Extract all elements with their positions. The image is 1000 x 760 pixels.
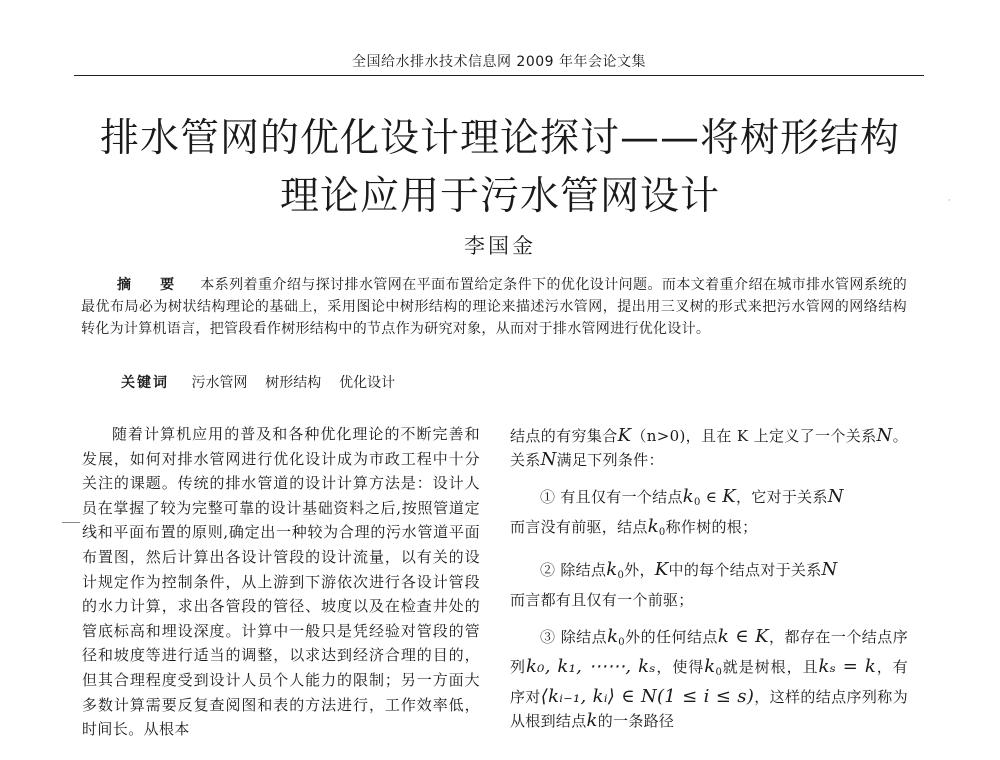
- text-run: ③ 除结点: [540, 628, 608, 646]
- text-run: ，它对于关系: [735, 488, 828, 506]
- abstract-text: 本系列着重介绍与探讨排水管网在平面布置给定条件下的优化设计问题。而本文着重介绍在城市排水管网系统的最优布局必为树状结构理论的基础上，采用图论中树形结构的理论来描述污水管网，提出用三叉树的形式来把污水管网的网络结构转化为计算机语言，把管段看作树形结构中的节点作为研究对象，从而对于排水管网进行优化设计。: [81, 277, 908, 337]
- title-line-2: 理论应用于污水管网设计: [279, 174, 720, 219]
- text-run: 称作树的根；: [665, 518, 758, 536]
- text-run: （n>0)，且在 K 上定义了一个关系: [631, 427, 877, 445]
- header-rule: [74, 75, 924, 76]
- math-expression: k₀, k₁, ⋯⋯, kₛ: [525, 656, 656, 677]
- math-symbol: K: [617, 425, 632, 446]
- text-run: 满足下列条件：: [556, 451, 664, 469]
- text-run: 而言都有且仅有一个前驱；: [510, 591, 694, 609]
- math-symbol: k: [647, 516, 659, 537]
- text-run: 。关系: [510, 427, 908, 469]
- math-symbol: K: [654, 559, 669, 580]
- condition-1: [510, 485, 908, 545]
- text-run: 外，: [624, 561, 655, 579]
- math-symbol: N: [876, 425, 893, 446]
- body-paragraph: 随着计算机应用的普及和各种优化理论的不断完善和发展，如何对排水管网进行优化设计成为市政工程中十分关注的课题。传统的排水管道的设计计算方法是：设计人员在掌握了较为完整可靠的设计基础资料之后,按照管道定线和平面布置的原则,确定出一种较为合理的污水管道平面布置图，然后计算出各设计管段的设计流量，以有关的设计规定作为控制条件，从上游到下游依次进行各设计管段的水力计算，求出各管段的管径、坡度以及在检查井处的管底标高和埋设深度。计算中一般只是凭经验对管段的管径和坡度等进行适当的调整，以求达到经济合理的目的，但其合理程度受到设计人员个人能力的限制；另一方面大多数计算需要反复查阅图和表的方法进行，工作效率低，时间长。从根本: [82, 425, 480, 739]
- left-column: [82, 422, 480, 742]
- text-run: 中的每个结点对于关系: [668, 561, 822, 579]
- math-subscript: 0: [617, 570, 625, 581]
- abstract: [81, 274, 907, 340]
- text-run: 的一条路径: [597, 712, 675, 730]
- text-run: ，都存在一个结点序列: [510, 628, 909, 676]
- math-symbol: K: [722, 486, 736, 507]
- condition-2: [510, 558, 908, 612]
- text-run: 结点的有穷集合: [510, 427, 618, 445]
- math-subscript: 0: [658, 527, 666, 538]
- math-symbol: N: [821, 559, 838, 580]
- text-run: ，这样的: [754, 688, 816, 706]
- keywords: [121, 372, 901, 394]
- math-symbol: k: [607, 626, 619, 647]
- math-subscript: 0: [618, 637, 625, 648]
- math-symbol: ∈: [705, 488, 718, 506]
- text-run: ，有序对: [510, 658, 908, 706]
- keyword-item: 优化设计: [339, 375, 396, 391]
- math-symbol: k: [704, 656, 716, 677]
- right-column: [510, 424, 908, 746]
- math-symbol: k: [682, 486, 694, 507]
- math-expression: kₛ = k: [818, 656, 877, 677]
- tree-definition-intro: [510, 424, 908, 472]
- math-symbol: N: [540, 449, 557, 470]
- condition-3: [510, 625, 908, 733]
- text-run: 结点序列称为从根到结点: [510, 688, 908, 730]
- author-name: 李国金: [464, 234, 536, 258]
- math-symbol: k: [606, 559, 618, 580]
- proceedings-header: 全国给水排水技术信息网 2009 年年会论文集: [351, 54, 647, 70]
- text-run: 外的任何结点: [624, 628, 718, 646]
- keyword-item: 污水管网: [191, 375, 248, 391]
- abstract-label: 摘 要: [117, 277, 187, 293]
- text-run: 而言没有前驱，结点: [510, 518, 648, 536]
- math-expression: k ∈ K: [717, 626, 769, 647]
- scan-speck: ·: [948, 196, 951, 205]
- math-subscript: 0: [694, 497, 701, 508]
- math-subscript: 0: [715, 667, 723, 678]
- math-expression: ⟨kᵢ₋₁, kᵢ⟩ ∈ N(1 ≤ i ≤ s): [540, 686, 755, 707]
- keywords-label: 关键词: [121, 375, 169, 391]
- text-run: ① 有且仅有一个结点: [540, 488, 683, 506]
- title-line-1: 排水管网的优化设计理论探讨——将树形结构: [99, 116, 900, 161]
- paper-title: [60, 110, 940, 226]
- text-run: ② 除结点: [540, 561, 607, 579]
- margin-mark: [62, 522, 80, 523]
- math-symbol: N: [827, 486, 844, 507]
- text-run: 就是树根，且: [722, 658, 819, 676]
- text-run: ，使得: [655, 658, 705, 676]
- keyword-item: 树形结构: [265, 375, 322, 391]
- math-symbol: k: [586, 710, 598, 731]
